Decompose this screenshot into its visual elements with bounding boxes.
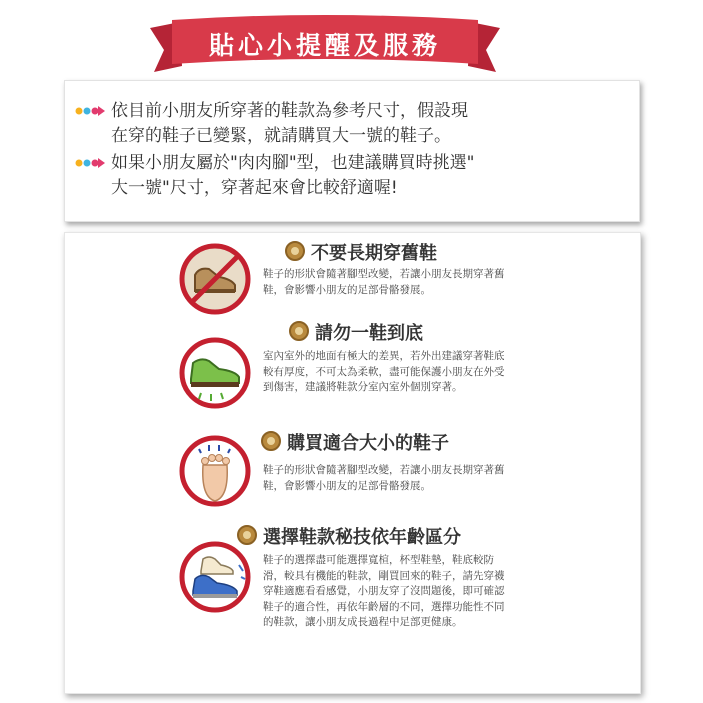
banner — [150, 14, 500, 76]
button-bullet-icon — [285, 241, 305, 261]
tip-item — [111, 99, 468, 149]
item-title — [289, 319, 423, 345]
tip-line: 大一號"尺寸，穿著起來會比較舒適喔! — [111, 178, 398, 198]
item-title — [237, 523, 461, 549]
two-shoes-icon — [179, 541, 251, 613]
green-shoe-icon — [179, 337, 251, 409]
item-title-text: 購買適合大小的鞋子 — [287, 433, 449, 454]
item-title-text: 不要長期穿舊鞋 — [311, 243, 437, 264]
foot-icon — [179, 435, 251, 507]
item-body: 室內室外的地面有極大的差異，若外出建議穿著鞋底較有厚度，不可太為柔軟，盡可能保護小朋友在外受到傷害，建議將鞋款分室內室外個別穿著。 — [263, 350, 505, 393]
colored-arrow-icon — [75, 157, 105, 169]
item-title — [261, 429, 449, 455]
item-body: 鞋子的選擇盡可能選擇寬楦，杯型鞋墊，鞋底較防滑，較具有機能的鞋款，剛買回來的鞋子，請先穿襪穿鞋適應看看感覺，小朋友穿了沒問題後，即可確認鞋子的適合性，再依年齡層的不同，選擇功能性不同的鞋款，讓小朋友成長過程中足部更健康。 — [263, 554, 505, 628]
button-bullet-icon — [237, 525, 257, 545]
item-title — [285, 239, 437, 265]
tip-item — [111, 151, 474, 201]
main-panel — [64, 232, 641, 694]
colored-arrow-icon — [75, 105, 105, 117]
tip-line: 如果小朋友屬於"肉肉腳"型，也建議購買時挑選" — [111, 153, 475, 173]
tip-line: 依目前小朋友所穿著的鞋款為參考尺寸，假設現 — [111, 101, 468, 121]
item-title-text: 請勿一鞋到底 — [315, 323, 423, 344]
tips-box — [64, 80, 640, 222]
button-bullet-icon — [289, 321, 309, 341]
no-old-shoe-icon — [179, 243, 251, 315]
banner-title: 貼心小提醒及服務 — [208, 31, 441, 60]
item-title-text: 選擇鞋款秘技依年齡區分 — [263, 527, 461, 548]
tip-line: 在穿的鞋子已變緊，就請購買大一號的鞋子。 — [111, 126, 451, 146]
item-body: 鞋子的形狀會隨著腳型改變，若讓小朋友長期穿著舊鞋，會影響小朋友的足部骨骼發展。 — [263, 268, 505, 296]
button-bullet-icon — [261, 431, 281, 451]
item-body: 鞋子的形狀會隨著腳型改變，若讓小朋友長期穿著舊鞋，會影響小朋友的足部骨骼發展。 — [263, 464, 505, 492]
